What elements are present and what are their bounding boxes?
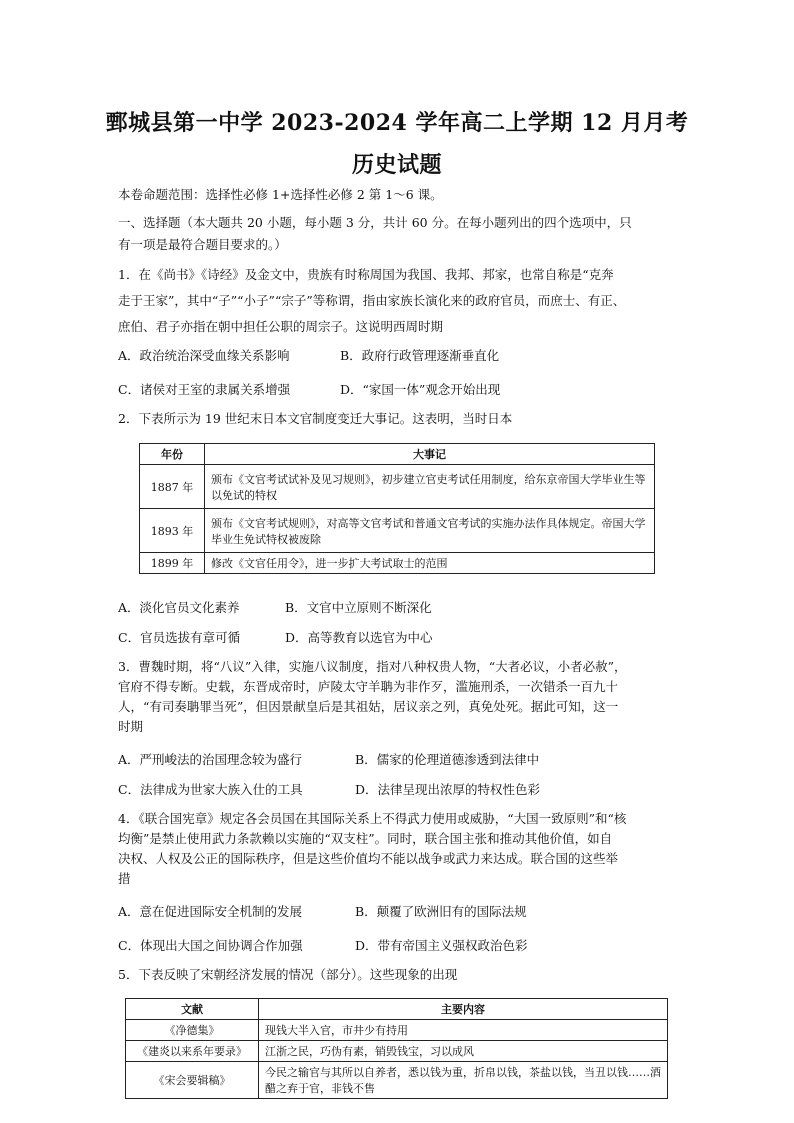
exam-subtitle: 历史试题 — [351, 152, 442, 178]
table-cell: 现钱大半入官，市井少有持用 — [259, 1020, 668, 1041]
q4-option-a: A．意在促进国际安全机制的发展 — [118, 904, 303, 919]
q1-option-c: C．诸侯对王室的隶属关系增强 — [118, 382, 291, 397]
q2-option-b: B．文官中立原则不断深化 — [285, 600, 432, 615]
table-cell: 颁布《文官考试规则》，对高等文官考试和普通文官考试的实施办法作具体规定。帝国大学毕业生免试特权被废除 — [205, 509, 655, 553]
q4-option-c: C．体现出大国之间协调合作加强 — [118, 938, 303, 953]
q3-line-2: 官府不得专断。史载，东晋成帝时，庐陵太守羊聃为非作歹，滥施刑杀，一次错杀一百九十 — [118, 679, 619, 694]
q5-stem: 5．下表反映了宋朝经济发展的情况（部分）。这些现象的出现 — [118, 967, 458, 982]
q3-line-1: 3．曹魏时期，将“八议”入律，实施八议制度，指对八种权贵人物，“大者必议，小者必赦”， — [118, 659, 627, 674]
q3-option-b: B．儒家的伦理道德渗透到法律中 — [355, 752, 540, 767]
table-row — [140, 509, 655, 553]
q2-stem: 2．下表所示为 19 世纪末日本文官制度变迁大事记。这表明，当时日本 — [118, 411, 513, 426]
q3-line-4: 时期 — [118, 719, 144, 734]
table-cell: 《净德集》 — [126, 1020, 259, 1041]
q2-option-c: C．官员选拔有章可循 — [118, 630, 241, 645]
q3-option-a: A．严刑峻法的治国理念较为盛行 — [118, 752, 303, 767]
scope-line: 本卷命题范围：选择性必修 1+选择性必修 2 第 1～6 课。 — [118, 187, 443, 202]
exam-title: 鄄城县第一中学 2023-2024 学年高二上学期 12 月月考 — [105, 110, 689, 136]
table-header: 大事记 — [205, 444, 655, 465]
table-cell: 1887 年 — [140, 465, 205, 509]
q1-line-3: 庶伯、君子亦指在朝中担任公职的周宗子。这说明西周时期 — [118, 319, 444, 334]
section-line-2: 有一项是最符合题目要求的。） — [118, 237, 287, 252]
q1-line-2: 走于王家”，其中“子”“小子”“宗子”等称谓，指由家族长演化来的政府官员，而庶士、有正、 — [118, 293, 626, 308]
table-header: 主要内容 — [259, 999, 668, 1020]
q1-line-1: 1．在《尚书》《诗经》及金文中，贵族有时称周国为我国、我邦、邦家，也常自称是“克奔 — [118, 267, 614, 282]
table-row — [126, 1020, 668, 1041]
section-line-1: 一、选择题（本大题共 20 小题，每小题 3 分，共计 60 分。在每小题列出的四个选项中，只 — [118, 215, 632, 230]
table-row — [126, 1041, 668, 1062]
q4-line-3: 决权、人权及公正的国际秩序，但是这些价值均不能以战争或武力来达成。联合国的这些举 — [118, 851, 619, 866]
table-cell: 今民之输官与其所以自养者，悉以钱为重，折帛以钱，茶盐以钱，当丑以钱……酒醋之弃于官，非钱不售 — [259, 1062, 668, 1099]
q3-option-c: C．法律成为世家大族入仕的工具 — [118, 782, 303, 797]
table-row — [126, 1062, 668, 1099]
q2-table — [139, 443, 655, 574]
table-cell: 颁布《文官考试试补及见习规则》，初步建立官吏考试任用制度，给东京帝国大学毕业生等以免试的特权 — [205, 465, 655, 509]
q4-option-b: B．颠覆了欧洲旧有的国际法规 — [355, 904, 527, 919]
table-cell: 《建炎以来系年要录》 — [126, 1041, 259, 1062]
table-header-row — [140, 444, 655, 465]
q3-option-d: D．法律呈现出浓厚的特权性色彩 — [355, 782, 541, 797]
table-cell: 江浙之民，巧伪有素，销毁钱宝，习以成风 — [259, 1041, 668, 1062]
table-cell: 修改《文官任用令》，进一步扩大考试取士的范围 — [205, 553, 655, 574]
q4-option-d: D．带有帝国主义强权政治色彩 — [355, 938, 528, 953]
table-cell: 《宋会要辑稿》 — [126, 1062, 259, 1099]
q1-option-b: B．政府行政管理逐渐垂直化 — [340, 348, 500, 363]
table-cell: 1899 年 — [140, 553, 205, 574]
table-row — [140, 553, 655, 574]
q1-option-d: D．“家国一体”观念开始出现 — [340, 382, 501, 397]
table-row — [140, 465, 655, 509]
q4-line-1: 4．《联合国宪章》规定各会员国在其国际关系上不得武力使用或威胁，“大国一致原则”和“核 — [118, 811, 627, 826]
q4-line-4: 措 — [118, 871, 131, 886]
q5-table — [125, 998, 668, 1099]
table-cell: 1893 年 — [140, 509, 205, 553]
q3-line-3: 人，“有司奏聃罪当死”，但因景献皇后是其祖姑，居议亲之列，真免处死。据此可知，这一 — [118, 699, 619, 714]
q2-option-d: D．高等教育以选官为中心 — [285, 630, 433, 645]
table-header-row — [126, 999, 668, 1020]
table-header: 年份 — [140, 444, 205, 465]
q1-option-a: A．政治统治深受血缘关系影响 — [118, 348, 290, 363]
q4-line-2: 均衡”是禁止使用武力条款赖以实施的“双支柱”。同时，联合国主张和推动其他价值，如自 — [118, 831, 613, 846]
q2-option-a: A．淡化官员文化素养 — [118, 600, 240, 615]
table-header: 文献 — [126, 999, 259, 1020]
